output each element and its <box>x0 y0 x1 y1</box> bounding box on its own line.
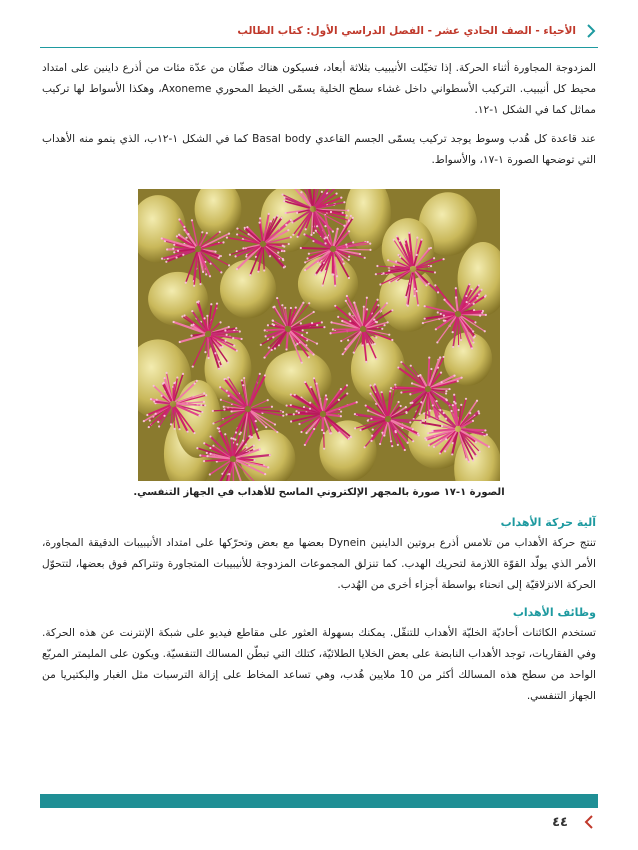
section-text-cilia-functions: تستخدم الكائنات أحاديّة الخليّة الأهداب للتنقّل. يمكنك بسهولة العثور على مقاطع فيديو على شبكة الإنترنت عن هذه الحركة. وفي الفقاريات، توجد الأهداب النابضة على بعض الخلايا الطلائيّة، كتلك التي تبطّن المسالك التنفسيّة. ويكون على المليمتر المربّع الواحد من سطح هذه المسالك أكثر من 10 ملايين هُدب، وهي تساعد المخاط على إزالة الترسبات مثل الغبار والبكتيريا من الجهاز التنفسي. <box>42 627 596 702</box>
cilia-micrograph <box>138 189 500 481</box>
section-heading-cilia-movement: آلية حركة الأهداب <box>500 516 596 529</box>
section-heading-cilia-functions: وظائف الأهداب <box>512 606 596 619</box>
footer-band <box>40 794 598 808</box>
micrograph-image <box>138 189 500 481</box>
paragraph-2: عند قاعدة كل هُدب وسوط يوجد تركيب يسمّى الجسم القاعدي Basal body كما في الشكل ١-١٢ب، الذي ينمو منه الأهداب التي توضحها الصورة ١-١٧، والأسواط. <box>42 133 596 166</box>
page-number: ٤٤ <box>552 814 568 830</box>
page-footer <box>552 814 596 830</box>
header-title: الأحياء - الصف الحادي عشر - الفصل الدراسي الأول: كتاب الطالب <box>237 25 576 37</box>
figure-caption: الصورة ١-١٧ صورة بالمجهر الإلكتروني الماسح للأهداب في الجهاز التنفسي. <box>133 487 505 498</box>
cell-body <box>148 272 208 326</box>
page-header <box>40 18 598 44</box>
chevron-right-icon[interactable] <box>584 23 598 39</box>
chevron-left-icon[interactable] <box>582 814 596 830</box>
section-text-cilia-movement: تنتج حركة الأهداب من تلامس أذرع بروتين الداينين Dynein بعضها مع بعض وتحرّكها على امتداد الأنيبيبات الدقيقة المجاورة، الأمر الذي يولّد القوّة اللازمة لتحريك الهدب. كما تنزلق المجموعات المزدوجة للأنيبيبات المتجاورة وتتراكم فوق بعضها، لتتحوّل الحركة الانزلاقيّة إلى انحناء بواسطة أجزاء أخرى من الهُدب. <box>42 537 596 591</box>
page-content <box>42 58 596 715</box>
cell-body <box>220 260 276 319</box>
header-divider <box>40 47 598 48</box>
paragraph-1: المزدوجة المجاورة أثناء الحركة. إذا تخيّلت الأنيبيب بثلاثة أبعاد، فسيكون هناك صفّان من عدّة مئات من أذرع داينين على امتداد محيط كل أنيبيب. التركيب الأسطواني داخل غشاء سطح الخلية يسمّى الخيط المحوري Axoneme، وهكذا الأسواط لها تركيب مماثل كما في الشكل ١-١٢. <box>42 62 596 116</box>
